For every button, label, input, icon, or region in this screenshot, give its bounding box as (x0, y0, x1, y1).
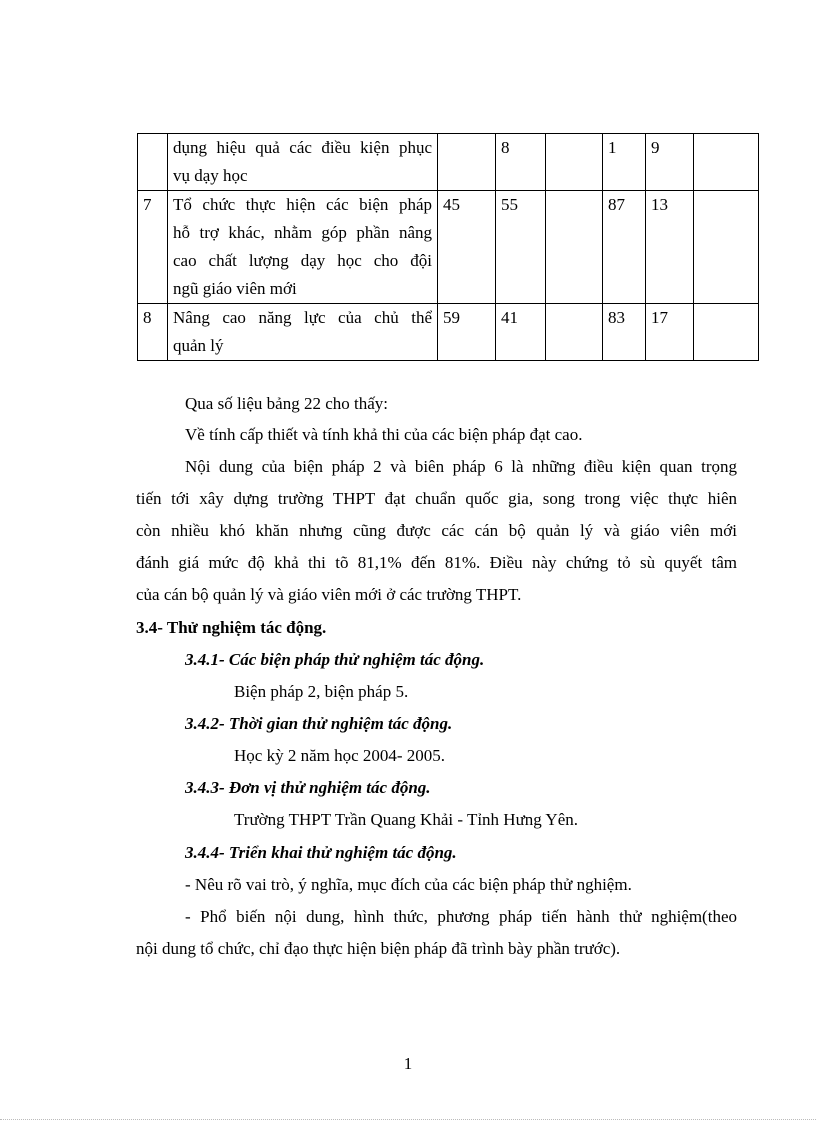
table-cell-stt: 8 (138, 304, 168, 361)
paragraph-line: đánh giá mức độ khả thi tõ 81,1% đến 81%. Điều này chứng tỏ sù quyết tâm (136, 553, 737, 572)
table-cell-value: 41 (496, 304, 546, 361)
table-cell-value: 83 (603, 304, 646, 361)
table-cell-content (168, 304, 438, 361)
table-cell-value: 45 (438, 191, 496, 304)
subsection-text: Học kỳ 2 năm học 2004- 2005. (234, 746, 446, 765)
subsection-heading: 3.4.1- Các biện pháp thử nghiệm tác động. (185, 650, 485, 669)
subsection-heading: 3.4.4- Triển khai thử nghiệm tác động. (185, 843, 457, 862)
subsection-heading: 3.4.3- Đơn vị thử nghiệm tác động. (185, 778, 431, 797)
subsection-heading: 3.4.2- Thời gian thử nghiệm tác động. (185, 714, 453, 733)
table-cell-value (694, 134, 759, 191)
table-cell-content (168, 191, 438, 304)
table-cell-value: 8 (496, 134, 546, 191)
table-cell-content (168, 134, 438, 191)
table-cell-value (546, 191, 603, 304)
paragraph-line: tiến tới xây dựng trường THPT đạt chuẩn quốc gia, song trong việc thực hiên (136, 489, 737, 508)
table-cell-value: 17 (646, 304, 694, 361)
table-cell-value (438, 134, 496, 191)
table-cell-value: 55 (496, 191, 546, 304)
table-cell-value: 13 (646, 191, 694, 304)
subsection-text: Biện pháp 2, biện pháp 5. (234, 682, 409, 701)
paragraph-line: còn nhiều khó khăn nhưng cũng được các cán bộ quản lý và giáo viên mới (136, 521, 737, 540)
paragraph-text: Về tính cấp thiết và tính khả thi của các biện pháp đạt cao. (185, 425, 583, 444)
content-line: dụng hiệu quả các điều kiện phục (173, 138, 432, 157)
section-heading: 3.4- Thử nghiệm tác động. (136, 618, 327, 637)
content-line: vụ dạy học (173, 166, 248, 185)
table-row (138, 304, 759, 361)
table-cell-stt: 7 (138, 191, 168, 304)
table-row (138, 134, 759, 191)
content-line: Tổ chức thực hiện các biện pháp (173, 195, 432, 214)
subsection-text: Trường THPT Trần Quang Khải - Tỉnh Hưng Yên. (234, 810, 578, 829)
paragraph-line: Nội dung của biện pháp 2 và biên pháp 6 là những điều kiện quan trọng (185, 457, 737, 476)
content-line: ngũ giáo viên mới (173, 279, 297, 298)
bullet-line: - Phổ biến nội dung, hình thức, phương pháp tiến hành thử nghiệm(theo (185, 907, 737, 926)
evaluation-table (137, 133, 759, 361)
table-cell-value (694, 191, 759, 304)
table-cell-value: 9 (646, 134, 694, 191)
paragraph-line: của cán bộ quản lý và giáo viên mới ở các trường THPT. (136, 585, 522, 604)
bullet-item: - Nêu rõ vai trò, ý nghĩa, mục đích của các biện pháp thử nghiệm. (185, 875, 632, 894)
bullet-line: nội dung tổ chức, chỉ đạo thực hiện biện pháp đã trình bày phần trước). (136, 939, 621, 958)
table-cell-value: 87 (603, 191, 646, 304)
page-number: 1 (403, 1054, 413, 1073)
table-cell-stt (138, 134, 168, 191)
page-bottom-divider (0, 1119, 816, 1120)
content-line: cao chất lượng dạy học cho đội (173, 251, 432, 270)
table-row (138, 191, 759, 304)
paragraph-text: Qua số liệu bảng 22 cho thấy: (185, 394, 389, 413)
table-cell-value (546, 134, 603, 191)
table-cell-value (694, 304, 759, 361)
content-line: quản lý (173, 336, 224, 355)
table-cell-value (546, 304, 603, 361)
table-cell-value: 59 (438, 304, 496, 361)
content-line: hỗ trợ khác, nhằm góp phần nâng (173, 223, 432, 242)
table-cell-value: 1 (603, 134, 646, 191)
content-line: Nâng cao năng lực của chủ thể (173, 308, 432, 327)
